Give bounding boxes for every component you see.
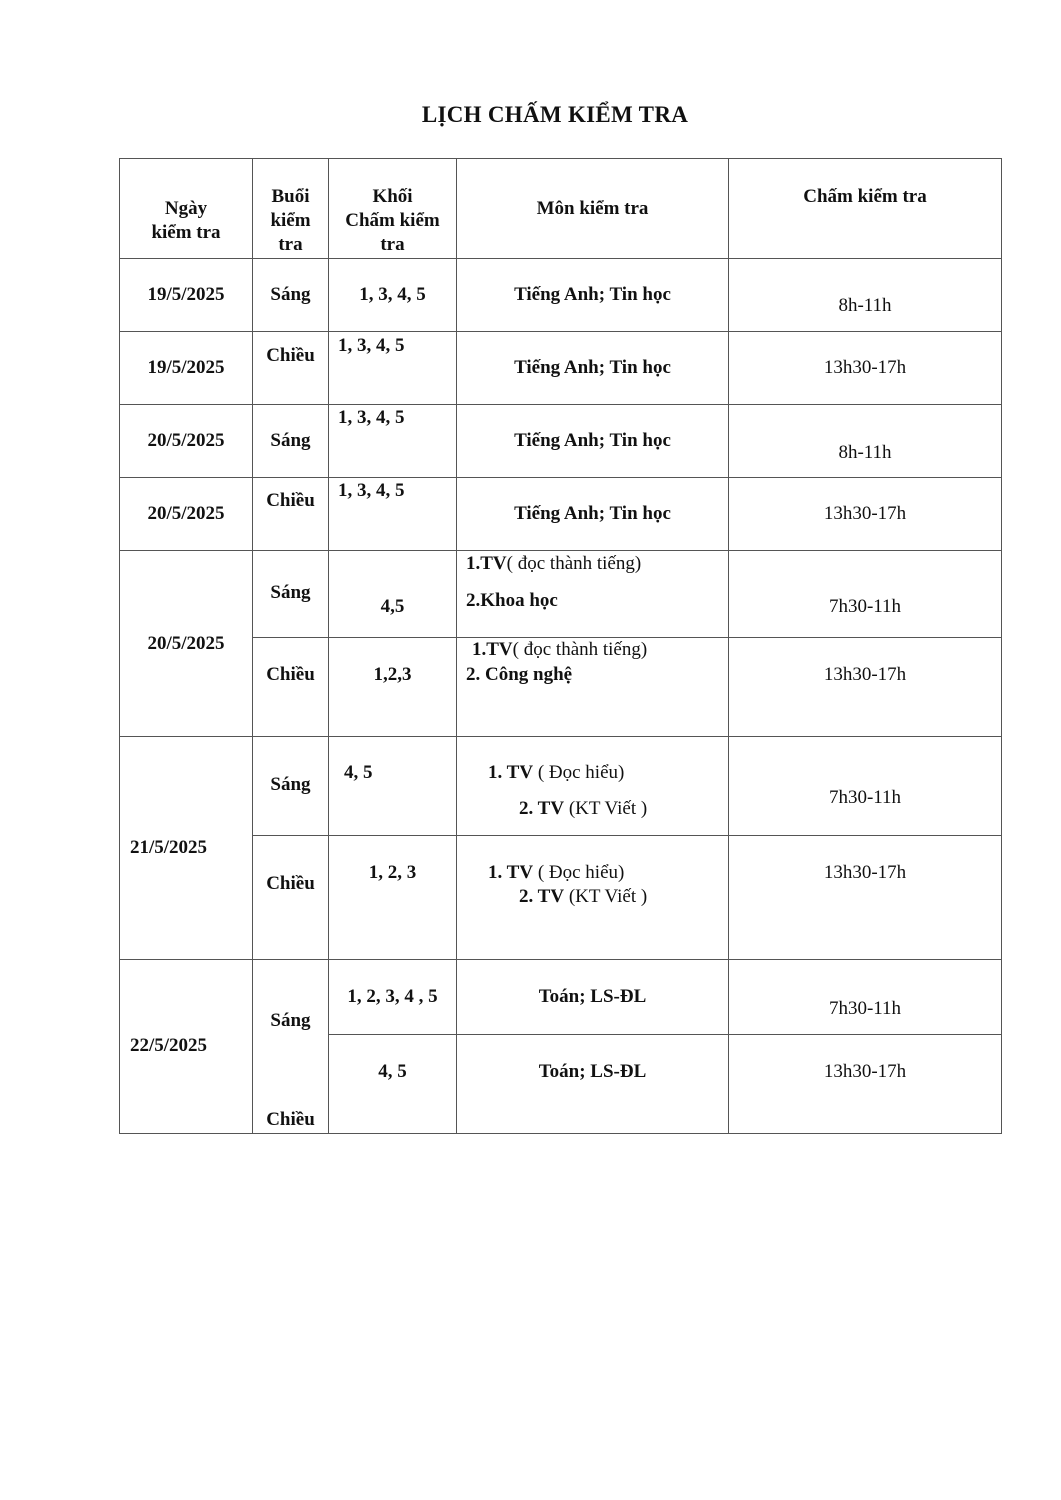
subject-text: Tiếng Anh; Tin học <box>514 357 671 378</box>
session-text: Sáng <box>270 774 311 795</box>
table-row <box>120 836 1002 960</box>
header-date <box>120 159 253 259</box>
time-cell <box>729 737 1002 836</box>
session-cell <box>253 737 329 836</box>
header-date-line-1: Ngày <box>164 198 208 219</box>
grade-cell <box>329 551 457 638</box>
time-cell <box>729 259 1002 332</box>
date-text: 20/5/2025 <box>147 503 225 524</box>
subject-cell <box>457 478 729 551</box>
date-cell <box>120 737 253 960</box>
subject-text: Tiếng Anh; Tin học <box>514 503 671 524</box>
table-row <box>120 960 1002 1035</box>
grade-cell <box>329 638 457 737</box>
header-time-label: Chấm kiểm tra <box>803 186 927 207</box>
date-text: 21/5/2025 <box>130 837 208 858</box>
time-cell <box>729 1035 1002 1134</box>
grade-cell <box>329 960 457 1035</box>
subject-detail: (KT Viết ) <box>564 798 648 819</box>
subject-code: 1. TV <box>488 862 534 883</box>
page-title: LỊCH CHẤM KIỂM TRA <box>421 102 689 127</box>
table-row <box>120 737 1002 836</box>
grade-text: 4, 5 <box>344 762 373 783</box>
subject-code: 1.TV <box>466 553 507 574</box>
subject-line-1 <box>488 762 624 784</box>
session-text: Chiều <box>266 490 315 511</box>
grade-cell <box>329 405 457 478</box>
session-text: Chiều <box>266 873 315 894</box>
date-cell <box>120 960 253 1134</box>
subject-code: 2. TV <box>519 886 565 907</box>
subject-cell <box>457 737 729 836</box>
subject-detail: ( Đọc hiểu) <box>533 862 625 883</box>
session-cell <box>253 478 329 551</box>
grade-cell: 1, 3, 4, 5 <box>329 259 457 332</box>
subject-cell <box>457 1035 729 1134</box>
grade-text: 4,5 <box>380 596 405 617</box>
time-cell <box>729 836 1002 960</box>
subject-cell <box>457 638 729 737</box>
grade-cell <box>329 332 457 405</box>
subject-code: 1.TV <box>472 639 513 660</box>
time-cell <box>729 960 1002 1035</box>
session-cell <box>253 551 329 638</box>
subject-line-2: 2.Khoa học <box>466 590 558 611</box>
header-grade <box>329 159 457 259</box>
subject-code: 1. TV <box>488 762 534 783</box>
header-session-line-3: tra <box>278 234 303 255</box>
time-cell <box>729 551 1002 638</box>
session-cell <box>253 960 329 1134</box>
table-row <box>120 478 1002 551</box>
grade-text: 1, 2, 3 <box>368 862 417 883</box>
grade-text: 1, 3, 4, 5 <box>338 480 405 501</box>
grade-text: 1, 3, 4, 5 <box>338 335 405 356</box>
time-text: 7h30-11h <box>828 596 902 617</box>
header-grade-line-3: tra <box>380 234 405 255</box>
grade-cell <box>329 836 457 960</box>
time-text: 8h-11h <box>838 295 892 316</box>
session-text: Chiều <box>266 345 315 366</box>
table-row <box>120 405 1002 478</box>
header-subject <box>457 159 729 259</box>
date-cell: 19/5/2025 <box>120 259 253 332</box>
time-text: 13h30-17h <box>823 862 907 883</box>
subject-cell <box>457 836 729 960</box>
header-session-line-1: Buổi <box>271 186 310 207</box>
session-cell <box>253 332 329 405</box>
time-text: 7h30-11h <box>828 998 902 1019</box>
session-text: Sáng <box>270 1010 311 1031</box>
time-text: 13h30-17h <box>823 1061 907 1082</box>
date-cell <box>120 332 253 405</box>
subject-line-2: 2. Công nghệ <box>466 664 573 685</box>
time-cell <box>729 332 1002 405</box>
subject-code: 2. TV <box>519 798 565 819</box>
header-time <box>729 159 1002 259</box>
subject-line-1 <box>472 639 647 661</box>
session-cell: Sáng <box>253 405 329 478</box>
header-row <box>120 159 1002 259</box>
subject-line-1 <box>466 553 641 575</box>
grade-text: 1,2,3 <box>373 664 412 685</box>
schedule-table <box>119 158 1002 1134</box>
table-row <box>120 259 1002 332</box>
date-cell: 20/5/2025 <box>120 551 253 737</box>
grade-cell <box>329 1035 457 1134</box>
grade-cell <box>329 478 457 551</box>
subject-cell <box>457 960 729 1035</box>
grade-text: 4, 5 <box>378 1061 407 1082</box>
grade-text: 1, 3, 4, 5 <box>338 407 405 428</box>
subject-cell <box>457 332 729 405</box>
subject-line-1 <box>488 862 624 884</box>
session-text: Chiều <box>266 1109 315 1130</box>
session-cell: Sáng <box>253 259 329 332</box>
table-row <box>120 551 1002 638</box>
session-cell <box>253 836 329 960</box>
subject-text: Toán; LS-ĐL <box>538 1061 647 1082</box>
time-text: 13h30-17h <box>823 664 907 685</box>
date-text: 19/5/2025 <box>147 357 225 378</box>
subject-detail: (KT Viết ) <box>564 886 648 907</box>
header-session <box>253 159 329 259</box>
subject-cell: Tiếng Anh; Tin học <box>457 405 729 478</box>
header-date-line-2: kiểm tra <box>151 222 221 243</box>
grade-cell <box>329 737 457 836</box>
grade-text: 1, 2, 3, 4 , 5 <box>347 986 438 1007</box>
table-row <box>120 638 1002 737</box>
subject-detail: ( Đọc hiểu) <box>533 762 625 783</box>
session-text: Chiều <box>266 664 315 685</box>
subject-cell <box>457 551 729 638</box>
time-cell <box>729 478 1002 551</box>
subject-line-2 <box>519 886 647 908</box>
header-subject-label: Môn kiểm tra <box>536 197 649 219</box>
subject-detail: ( đọc thành tiếng) <box>506 553 642 574</box>
header-grade-line-2: Chấm kiểm <box>345 210 440 231</box>
session-cell <box>253 638 329 737</box>
date-cell: 20/5/2025 <box>120 405 253 478</box>
table-row <box>120 332 1002 405</box>
time-cell <box>729 405 1002 478</box>
time-text: 13h30-17h <box>823 503 907 524</box>
header-session-line-2: kiểm <box>270 210 311 231</box>
time-cell <box>729 638 1002 737</box>
subject-text: Toán; LS-ĐL <box>538 986 647 1007</box>
session-text: Sáng <box>270 582 311 603</box>
subject-detail: ( đọc thành tiếng) <box>512 639 648 660</box>
date-text: 22/5/2025 <box>130 1035 208 1056</box>
date-cell <box>120 478 253 551</box>
subject-cell: Tiếng Anh; Tin học <box>457 259 729 332</box>
time-text: 8h-11h <box>838 442 892 463</box>
time-text: 13h30-17h <box>823 357 907 378</box>
subject-line-2 <box>519 798 647 820</box>
time-text: 7h30-11h <box>828 787 902 808</box>
header-grade-line-1: Khối <box>372 186 413 207</box>
